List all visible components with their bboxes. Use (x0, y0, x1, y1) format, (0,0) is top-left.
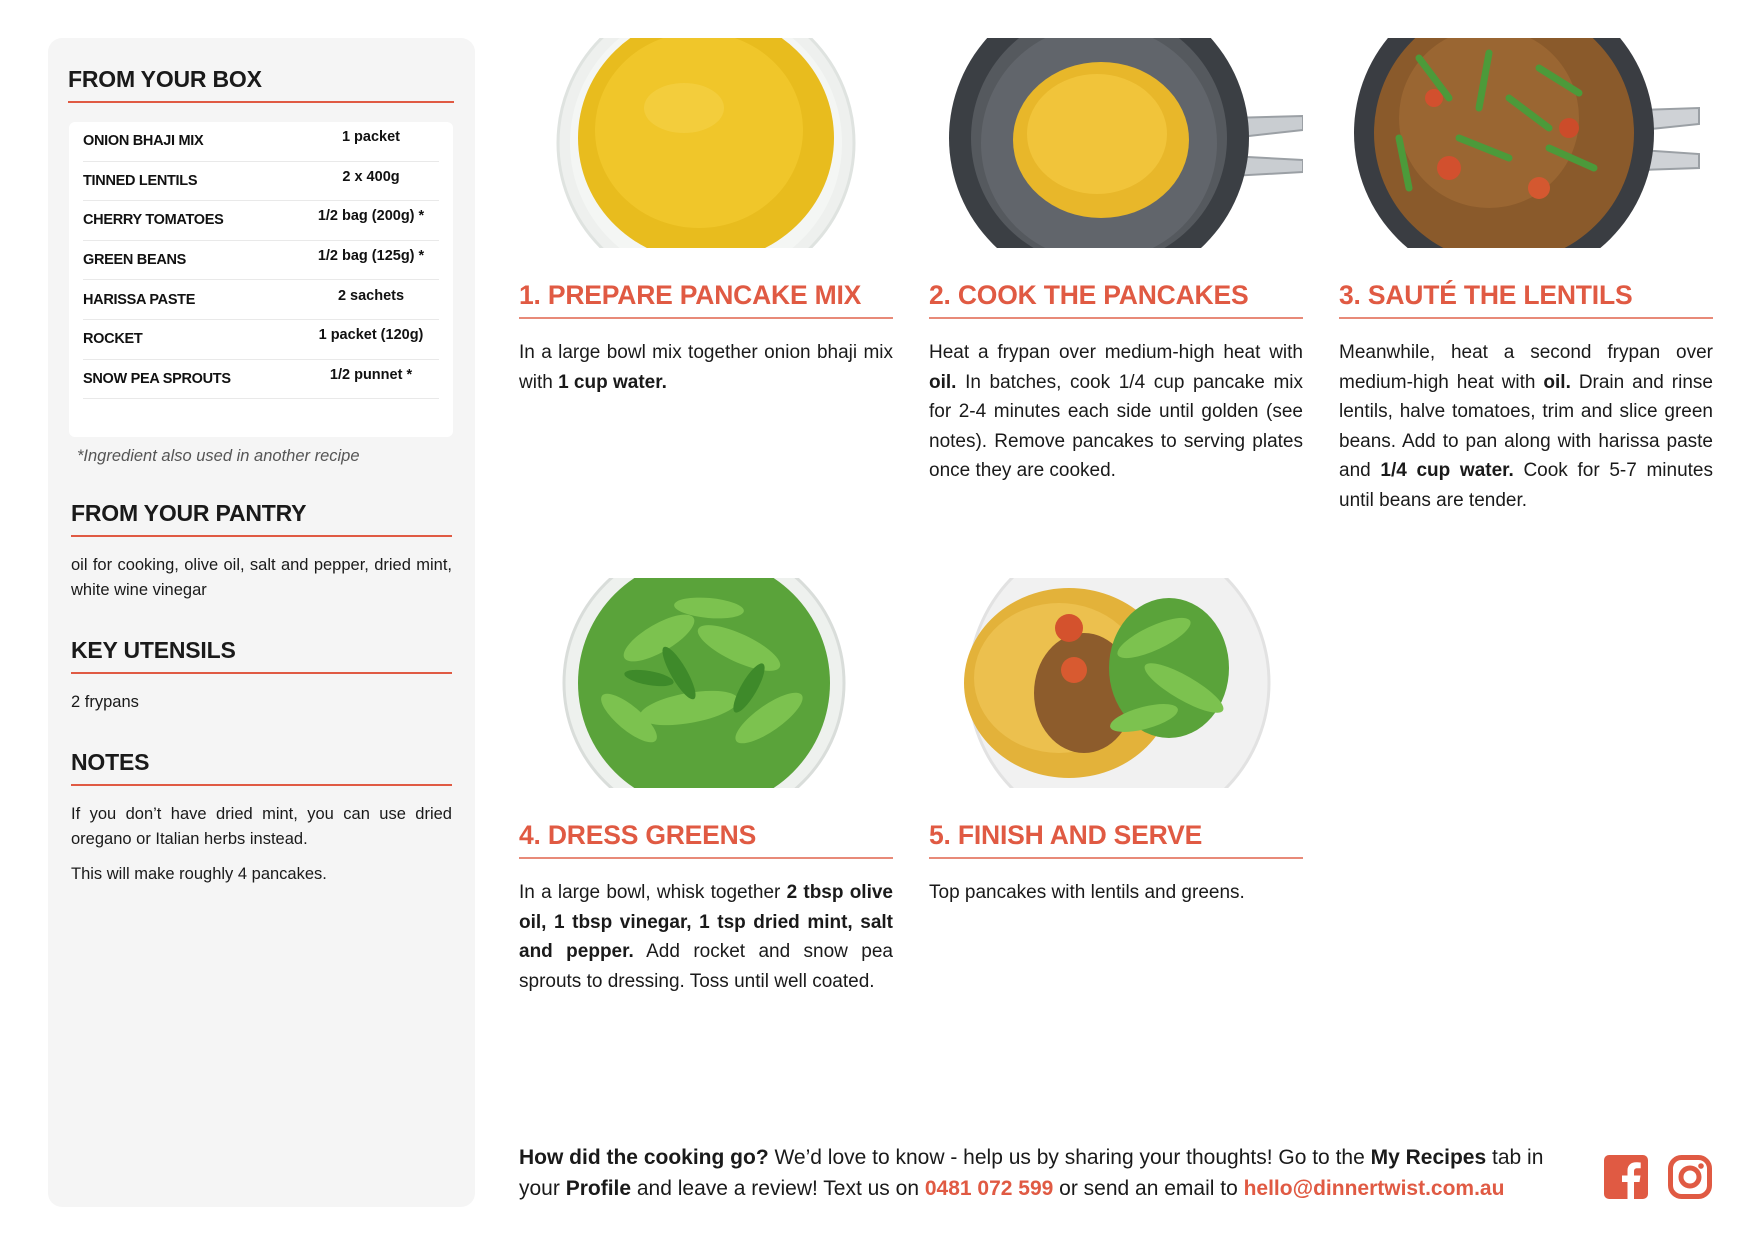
ingredient-name: SNOW PEA SPROUTS (83, 370, 231, 387)
step-5-text (929, 878, 1303, 908)
text-run: and leave a review! Text us on (631, 1177, 925, 1200)
ingredient-qty: 1 packet (341, 129, 401, 146)
ingredient-qty: 1/2 punnet * (329, 366, 413, 383)
ingredient-row (83, 241, 439, 281)
pancake-frypan-image (929, 38, 1303, 248)
ingredient-row (83, 360, 439, 400)
step-5-title: 5. FINISH AND SERVE (929, 820, 1303, 859)
text-run: or send an email to (1053, 1177, 1244, 1200)
step-5 (929, 578, 1303, 903)
text-run: 1/4 cup water. (1380, 460, 1514, 481)
utensils-text: 2 frypans (71, 693, 139, 712)
text-run: In a large bowl mix together onion bhaji mix with (519, 342, 893, 393)
ingredient-qty: 1/2 bag (200g) * (317, 208, 425, 225)
step-4 (519, 578, 893, 998)
ingredient-name: TINNED LENTILS (83, 172, 198, 189)
text-run: Cook for 5-7 minutes until beans are tender. (1339, 460, 1713, 511)
text-run: My Recipes (1370, 1146, 1487, 1169)
step-1-text (519, 338, 893, 397)
text-run: tab in your (519, 1146, 1544, 1200)
pantry-section (69, 500, 454, 603)
text-run: Meanwhile, heat a second frypan over medium-high heat with (1339, 342, 1713, 393)
ingredients-table (69, 122, 453, 437)
step-2 (929, 38, 1303, 481)
text-run: oil. (929, 371, 957, 393)
notes-heading: NOTES (71, 749, 452, 786)
step-3 (1339, 38, 1713, 511)
text-run: Add rocket and snow pea sprouts to dressing. Toss until well coated. (519, 941, 893, 992)
facebook-icon[interactable] (1604, 1155, 1648, 1204)
ingredient-row-empty (83, 399, 439, 437)
ingredient-name: GREEN BEANS (83, 252, 187, 269)
notes-section (69, 749, 454, 887)
ingredient-name: ROCKET (83, 331, 143, 348)
step-2-text (929, 338, 1303, 486)
ingredient-row (83, 280, 439, 320)
step-2-title: 2. COOK THE PANCAKES (929, 280, 1303, 319)
sidebar (48, 38, 475, 1207)
ingredient-name: ONION BHAJI MIX (83, 133, 204, 150)
feedback-footer (519, 1142, 1569, 1204)
instagram-icon[interactable] (1668, 1155, 1712, 1204)
lentils-frypan-image (1339, 38, 1713, 248)
ingredient-qty: 2 sachets (337, 287, 405, 304)
ingredient-qty: 1 packet (120g) (318, 327, 424, 344)
text-run: oil. (1543, 371, 1571, 393)
pancake-batter-bowl-image (519, 38, 893, 248)
text-run: Heat a frypan over medium-high heat with (929, 342, 1303, 363)
key-utensils-heading: KEY UTENSILS (71, 637, 452, 674)
dressed-greens-bowl-image (519, 578, 893, 788)
text-run: Profile (565, 1177, 632, 1200)
ingredient-name: CHERRY TOMATOES (83, 212, 224, 229)
ingredient-name: HARISSA PASTE (83, 291, 196, 308)
ingredient-qty: 2 x 400g (342, 168, 400, 185)
from-your-box-heading: FROM YOUR BOX (68, 66, 454, 103)
finished-dish-plate-image (929, 578, 1303, 788)
from-your-pantry-heading: FROM YOUR PANTRY (71, 500, 452, 537)
text-run: 1 cup water. (558, 371, 667, 393)
ingredient-row (83, 162, 439, 202)
text-run: Drain and rinse lentils, halve tomatoes, trim and slice green beans. Add to pan along with harissa paste and (1339, 371, 1713, 481)
ingredient-footnote: *Ingredient also used in another recipe (77, 447, 360, 466)
ingredient-row (83, 201, 439, 241)
step-4-text (519, 878, 893, 996)
text-run: In a large bowl, whisk together (519, 882, 787, 903)
step-3-text (1339, 338, 1713, 515)
ingredient-row (83, 320, 439, 360)
note-text: If you don’t have dried mint, you can use dried oregano or Italian herbs instead. (71, 805, 452, 849)
note-text: This will make roughly 4 pancakes. (71, 865, 327, 884)
ingredient-row (83, 122, 439, 162)
pantry-text: oil for cooking, olive oil, salt and pepper, dried mint, white wine vinegar (71, 556, 452, 600)
text-run: 0481 072 599 (924, 1177, 1054, 1200)
step-1-title: 1. PREPARE PANCAKE MIX (519, 280, 893, 319)
step-3-title: 3. SAUTÉ THE LENTILS (1339, 280, 1713, 319)
step-1 (519, 38, 893, 393)
text-run: We’d love to know - help us by sharing your thoughts! Go to the (768, 1146, 1371, 1169)
text-run: How did the cooking go? (519, 1146, 769, 1169)
step-4-title: 4. DRESS GREENS (519, 820, 893, 859)
text-run: hello@dinnertwist.com.au (1243, 1177, 1505, 1200)
ingredient-qty: 1/2 bag (125g) * (317, 248, 425, 265)
utensils-section (69, 637, 454, 715)
text-run: In batches, cook 1/4 cup pancake mix for 2-4 minutes each side until golden (see notes). Remove pancakes to serving plates once they are cooked. (929, 371, 1303, 481)
text-run: Top pancakes with lentils and greens. (929, 882, 1245, 903)
text-run: 2 tbsp olive oil, 1 tbsp vinegar, 1 tsp dried mint, salt and pepper. (519, 882, 893, 962)
